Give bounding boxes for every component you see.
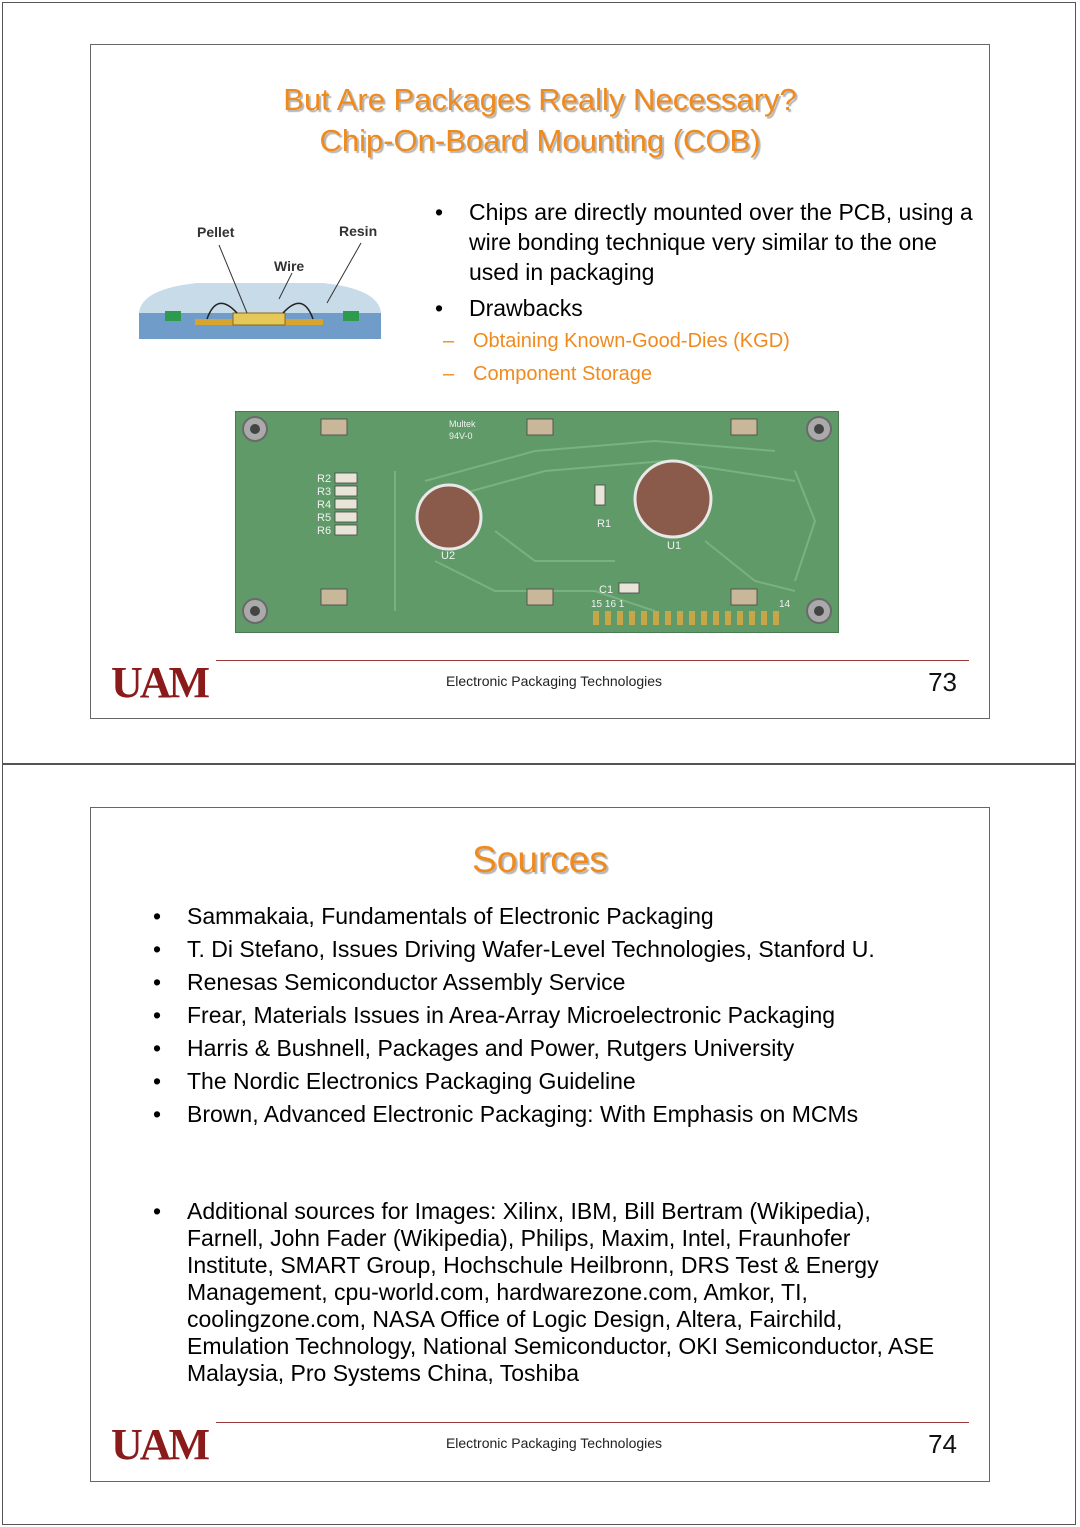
- list-item: [153, 933, 943, 966]
- bullet-glyph: •: [153, 1198, 162, 1224]
- list-item: [435, 293, 975, 391]
- bullet-glyph: •: [435, 199, 444, 225]
- bullet-glyph: •: [153, 936, 162, 962]
- svg-text:UAM: UAM: [111, 1421, 208, 1465]
- source-text: Harris & Bushnell, Packages and Power, Rutgers University: [187, 1035, 795, 1061]
- slide-title: [91, 79, 989, 161]
- bullet-glyph: •: [153, 903, 162, 929]
- pcb-label-c1: C1: [599, 584, 614, 596]
- list-item: [153, 900, 943, 933]
- slide-number: 73: [928, 667, 957, 697]
- source-text: Frear, Materials Issues in Area-Array Microelectronic Packaging: [187, 1002, 836, 1028]
- source-text: The Nordic Electronics Packaging Guideline: [187, 1068, 636, 1094]
- source-text: Renesas Semiconductor Assembly Service: [187, 969, 626, 995]
- additional-sources-list: [153, 1198, 943, 1387]
- pcb-label-u2: U2: [441, 550, 456, 562]
- cob-pcb-photo: [235, 411, 839, 633]
- diagram-label-resin: Resin: [339, 223, 378, 239]
- slide1-bullet-list: [435, 197, 975, 391]
- list-item: [153, 1032, 943, 1065]
- pcb-label-maker: Multek: [449, 419, 476, 429]
- bullet-glyph: •: [153, 1035, 162, 1061]
- list-item: [153, 966, 943, 999]
- svg-text:UAM: UAM: [111, 659, 208, 703]
- drawbacks-sub-list: [435, 325, 975, 391]
- pcb-label-pins-left: 15 16 1: [591, 599, 625, 610]
- sub-list-item: [435, 325, 975, 358]
- slide-footer: Electronic Packaging Technologies: [445, 673, 663, 689]
- bullet-glyph: •: [153, 1068, 162, 1094]
- slide-74: [90, 807, 990, 1482]
- pcb-label-u1: U1: [667, 540, 682, 552]
- bullet-text: Drawbacks: [469, 295, 583, 321]
- bullet-glyph: •: [435, 295, 444, 321]
- slide-73: [90, 44, 990, 719]
- bullet-glyph: •: [153, 1002, 162, 1028]
- sub-bullet-text: Component Storage: [473, 363, 653, 385]
- pcb-label-pins-right: 14: [779, 599, 791, 610]
- additional-sources-text: Additional sources for Images: Xilinx, IBM, Bill Bertram (Wikipedia), Farnell, John Fader (Wikipedia), Philips, Maxim, Intel, Fraunhofer Institute, SMART Group, Hochschule Heilbronn, DRS Test & Energy Management, cpu-world.com, hardwarezone.com, Amkor, TI, coolingzone.com, NASA Office of Logic Design, Altera, Fairchild, Emulation Technology, National Semiconductor, OKI Semiconductor, ASE Malaysia, Pro Systems China, Toshiba: [187, 1198, 935, 1386]
- bullet-text: Chips are directly mounted over the PCB, using a wire bonding technique very similar to the one used in packaging: [469, 199, 973, 285]
- pcb-label-r1: R1: [597, 518, 612, 530]
- source-text: Brown, Advanced Electronic Packaging: With Emphasis on MCMs: [187, 1101, 859, 1127]
- pcb-label-r6: R6: [317, 525, 332, 537]
- footer-rule: [216, 1422, 969, 1423]
- title-line-2: Chip-On-Board Mounting (COB): [319, 123, 761, 158]
- list-item: [153, 1198, 943, 1387]
- pcb-label-r4: R4: [317, 499, 332, 511]
- dash-glyph: –: [443, 330, 455, 352]
- sources-list: [153, 900, 943, 1131]
- sub-bullet-text: Obtaining Known-Good-Dies (KGD): [473, 330, 790, 352]
- source-text: T. Di Stefano, Issues Driving Wafer-Level Technologies, Stanford U.: [187, 936, 875, 962]
- list-item: [435, 197, 975, 287]
- pcb-label-r2: R2: [317, 473, 332, 485]
- list-item: [153, 1098, 943, 1131]
- list-item: [153, 999, 943, 1032]
- sub-list-item: [435, 358, 975, 391]
- source-text: Sammakaia, Fundamentals of Electronic Packaging: [187, 903, 714, 929]
- diagram-label-pellet: Pellet: [197, 224, 235, 240]
- list-item: [153, 1065, 943, 1098]
- slide-number: 74: [928, 1429, 957, 1459]
- footer-rule: [216, 660, 969, 661]
- diagram-label-wire: Wire: [274, 258, 305, 274]
- dash-glyph: –: [443, 363, 455, 385]
- pcb-label-r3: R3: [317, 486, 332, 498]
- title-line-1: But Are Packages Really Necessary?: [283, 82, 797, 117]
- bullet-glyph: •: [153, 1101, 162, 1127]
- pcb-label-rating: 94V-0: [449, 431, 473, 441]
- slide-title: Sources: [472, 839, 608, 880]
- pcb-label-r5: R5: [317, 512, 332, 524]
- cob-cross-section-diagram: [137, 217, 387, 343]
- bullet-glyph: •: [153, 969, 162, 995]
- slide-footer: Electronic Packaging Technologies: [445, 1435, 663, 1451]
